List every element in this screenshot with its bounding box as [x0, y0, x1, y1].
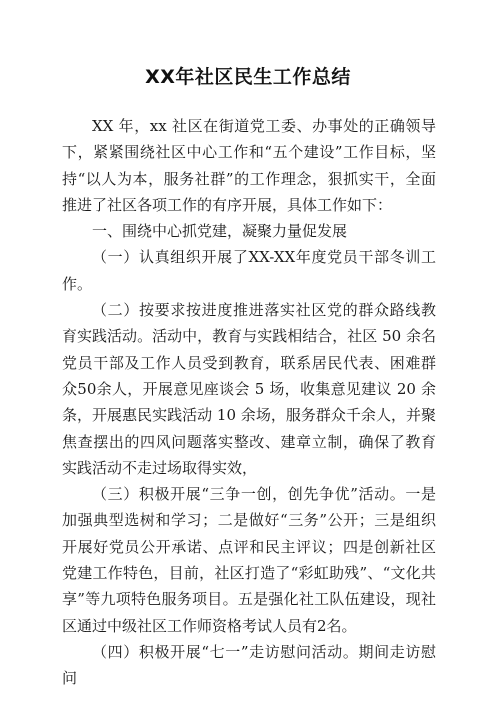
- item-paragraph-4: （四）积极开展“七一”走访慰问活动。期间走访慰问: [62, 642, 436, 688]
- item-paragraph-2: （二）按要求按进度推进落实社区党的群众路线教育实践活动。活动中，教育与实践相结合，社区 50 余名党员干部及工作人员受到教育，联系居民代表、困难群众50余人，开展意见座谈会 5 场，收集意见建议 20 余条，开展惠民实践活动 10 余场，服务群众千余人，并聚焦查摆出的四风问题落实整改、建章立制，确保了教育实践活动不走过场取得实效，: [62, 301, 436, 477]
- document-title: XX年社区民生工作总结: [145, 66, 351, 88]
- item-paragraph-3: （三）积极开展“三争一创，创先争优”活动。一是加强典型选树和学习；二是做好“三务”公开；三是组织开展好党员公开承诺、点评和民主评议；四是创新社区党建工作特色，目前，社区打造了“彩虹助残”、“文化共享”等九项特色服务项目。五是强化社工队伍建设，现社区通过中级社区工作师资格考试人员有2名。: [62, 485, 436, 635]
- section-heading: 一、围绕中心抓党建，凝聚力量促发展: [92, 222, 348, 241]
- item-paragraph-1: （一）认真组织开展了XX-XX年度党员干部冬训工作。: [62, 248, 436, 293]
- document-body: [62, 113, 436, 692]
- intro-paragraph: XX 年，xx 社区在街道党工委、办事处的正确领导下，紧紧围绕社区中心工作和“五个建设”工作目标，坚持“以人为本，服务社群”的工作理念，狠抓实干，全面推进了社区各项工作的有序开展，具体工作如下：: [62, 117, 436, 214]
